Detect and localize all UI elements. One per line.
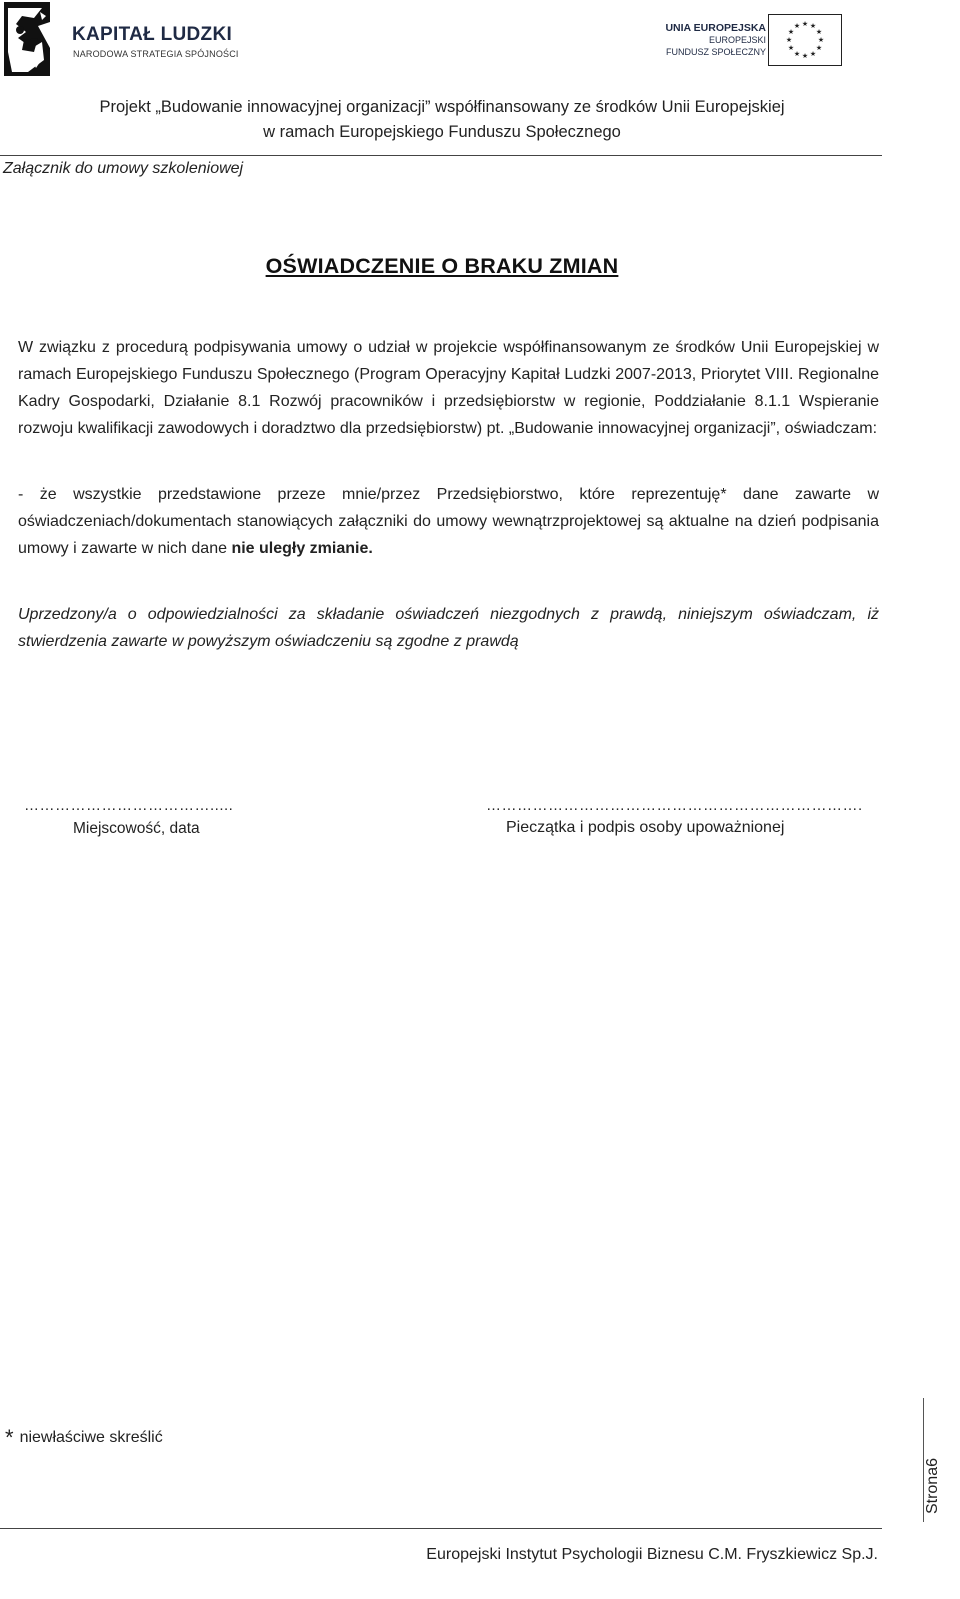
svg-text:★: ★: [815, 28, 823, 36]
eu-logo-text: [665, 22, 766, 58]
footer-text: Europejski Instytut Psychologii Biznesu C.M. Fryszkiewicz Sp.J.: [426, 1546, 878, 1563]
kapital-ludzki-logo: [4, 2, 254, 76]
statement-bold-text: nie uległy zmianie.: [231, 540, 373, 557]
signature-line: ……………………………………………………………….: [486, 797, 863, 814]
project-title-line-1: Projekt „Budowanie innowacyjnej organizacji” współfinansowany ze środków Unii Europejskiej: [99, 98, 785, 116]
eu-logo-line1: UNIA EUROPEJSKA: [665, 22, 766, 34]
kapital-ludzki-subtitle: NARODOWA STRATEGIA SPÓJNOŚCI: [73, 49, 239, 59]
place-date-line: ……………………………….....: [24, 797, 234, 814]
footer-divider: [0, 1528, 882, 1529]
svg-text:★: ★: [817, 36, 825, 44]
svg-text:★: ★: [809, 50, 817, 58]
svg-text:★: ★: [793, 50, 801, 58]
svg-text:★: ★: [809, 22, 817, 30]
header-divider: [0, 155, 882, 156]
svg-text:★: ★: [801, 52, 809, 60]
kapital-ludzki-emblem-icon: [4, 2, 68, 76]
place-date-label: Miejscowość, data: [73, 820, 200, 837]
svg-text:★: ★: [785, 36, 793, 44]
annex-label: Załącznik do umowy szkoleniowej: [3, 160, 244, 177]
svg-text:★: ★: [793, 22, 801, 30]
eu-logo: [660, 14, 850, 68]
declaration-paragraph: Uprzedzony/a o odpowiedzialności za składanie oświadczeń niezgodnych z prawdą, niniejszym oświadczam, iż stwierdzenia zawarte w powyższym oświadczeniu są zgodne z prawdą: [18, 606, 879, 650]
footnote: [5, 1425, 163, 1451]
signature-label: Pieczątka i podpis osoby upoważnionej: [506, 819, 785, 836]
document-title: OŚWIADCZENIE O BRAKU ZMIAN: [265, 254, 619, 278]
svg-text:★: ★: [815, 44, 823, 52]
eu-logo-line3: FUNDUSZ SPOŁECZNY: [665, 47, 766, 57]
eu-logo-line2: EUROPEJSKI: [708, 35, 766, 45]
footnote-text: niewłaściwe skreślić: [19, 1429, 163, 1446]
project-title-line-2: w ramach Europejskiego Funduszu Społecznego: [263, 123, 621, 141]
eu-flag-icon: [768, 14, 842, 66]
intro-paragraph: W związku z procedurą podpisywania umowy o udział w projekcie współfinansowanym ze środków Unii Europejskiej w ramach Europejskiego Funduszu Społecznego (Program Operacyjny Kapitał Ludzki 2007-2013, Priorytet VIII. Regionalne Kadry Gospodarki, Działanie 8.1 Rozwój pracowników i przedsiębiorstw w regionie, Poddziałanie 8.1.1 Wspieranie rozwoju kwalifikacji zawodowych i doradztwo dla przedsiębiorstw) pt. „Budowanie innowacyjnej organizacji”, oświadczam:: [18, 339, 879, 437]
page-number: Strona6: [924, 1457, 941, 1515]
statement-text: - że wszystkie przedstawione przeze mnie/przez Przedsiębiorstwo, które reprezentuję* dane zawarte w oświadczeniach/dokumentach stanowiących załączniki do umowy wewnątrzprojektowej są aktualne na dzień podpisania umowy i zawarte w nich dane: [18, 486, 879, 557]
footnote-star: *: [5, 1425, 14, 1450]
kapital-ludzki-name: KAPITAŁ LUDZKI: [72, 24, 233, 45]
svg-text:★: ★: [787, 44, 795, 52]
svg-text:★: ★: [801, 20, 809, 28]
svg-text:★: ★: [787, 28, 795, 36]
statement-paragraph: [18, 481, 879, 562]
